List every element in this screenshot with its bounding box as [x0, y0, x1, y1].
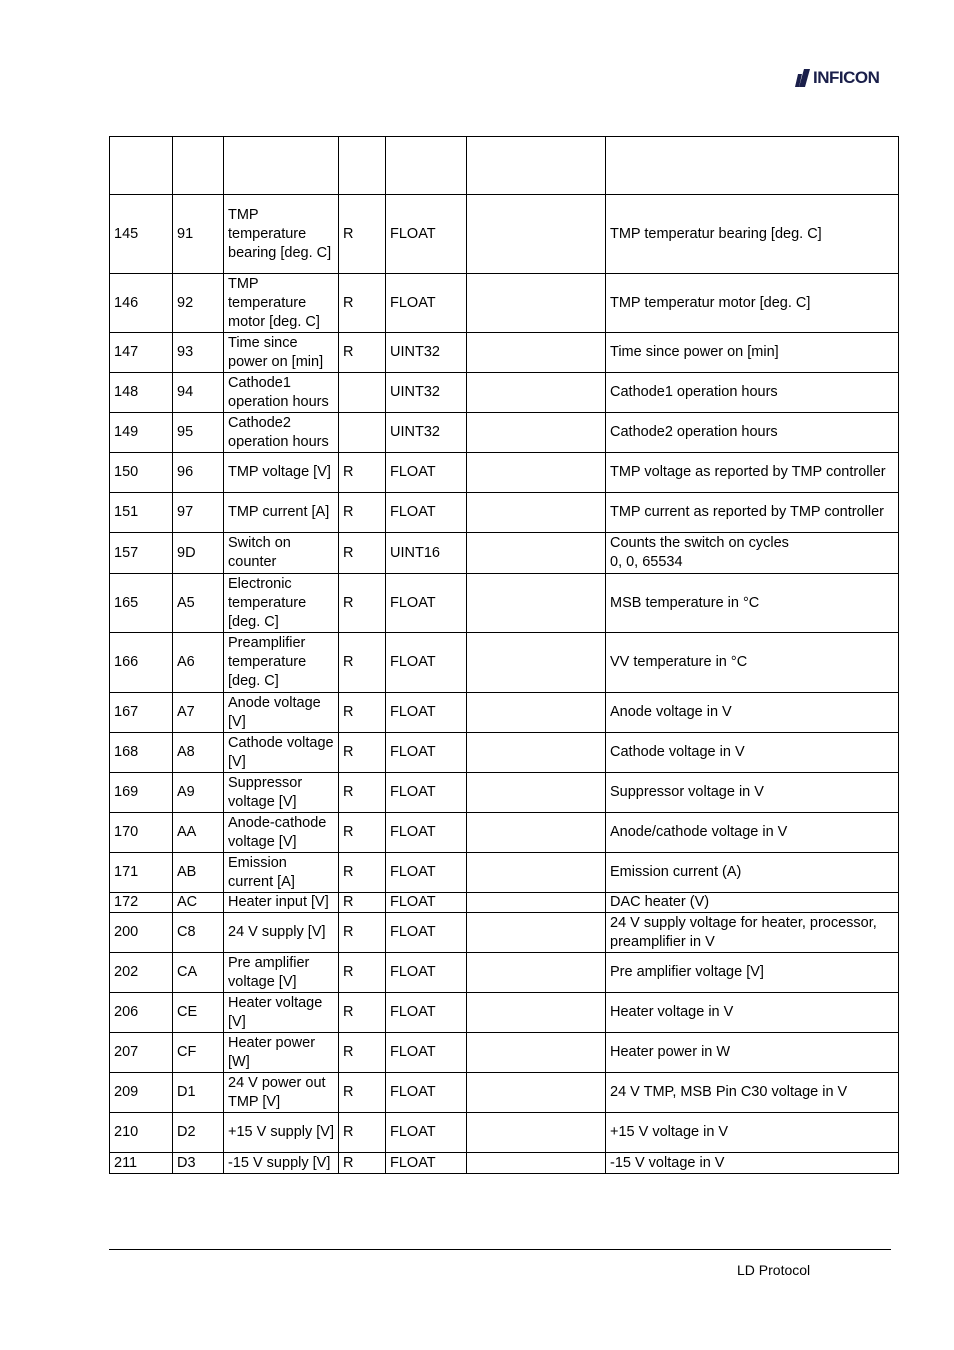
table-row [110, 633, 899, 693]
header-cell [110, 137, 173, 195]
register-hex-cell: AC [173, 893, 224, 913]
parameter-name-cell: +15 V supply [V] [224, 1113, 339, 1153]
table-row [110, 1033, 899, 1073]
parameter-name-cell: Cathode2 operation hours [224, 413, 339, 453]
register-decimal-cell: 170 [110, 813, 173, 853]
register-decimal-cell: 211 [110, 1153, 173, 1174]
register-decimal-cell: 145 [110, 195, 173, 274]
register-decimal-cell: 202 [110, 953, 173, 993]
parameter-name-cell: 24 V supply [V] [224, 913, 339, 953]
parameter-name-cell: Time since power on [min] [224, 333, 339, 373]
table-row [110, 373, 899, 413]
register-decimal-cell: 168 [110, 733, 173, 773]
data-type-cell: FLOAT [386, 693, 467, 733]
data-type-cell: UINT32 [386, 413, 467, 453]
register-decimal-cell: 171 [110, 853, 173, 893]
header-cell [339, 137, 386, 195]
description-cell: Time since power on [min] [606, 333, 899, 373]
description-cell: Suppressor voltage in V [606, 773, 899, 813]
access-cell: R [339, 1113, 386, 1153]
register-hex-cell: 94 [173, 373, 224, 413]
access-cell: R [339, 574, 386, 633]
range-cell [467, 1033, 606, 1073]
register-hex-cell: D2 [173, 1113, 224, 1153]
register-decimal-cell: 165 [110, 574, 173, 633]
access-cell: R [339, 853, 386, 893]
footer-document-title: LD Protocol [737, 1262, 811, 1278]
range-cell [467, 413, 606, 453]
table-row [110, 574, 899, 633]
register-decimal-cell: 157 [110, 533, 173, 574]
header-cell [386, 137, 467, 195]
data-type-cell: FLOAT [386, 893, 467, 913]
access-cell: R [339, 913, 386, 953]
description-cell: VV temperature in °C [606, 633, 899, 693]
range-cell [467, 733, 606, 773]
parameter-name-cell: Pre amplifier voltage [V] [224, 953, 339, 993]
description-cell: Anode voltage in V [606, 693, 899, 733]
data-type-cell: UINT16 [386, 533, 467, 574]
parameter-name-cell: TMP current [A] [224, 493, 339, 533]
table-row [110, 893, 899, 913]
register-decimal-cell: 172 [110, 893, 173, 913]
register-hex-cell: CF [173, 1033, 224, 1073]
range-cell [467, 274, 606, 333]
description-cell: MSB temperature in °C [606, 574, 899, 633]
description-cell: Counts the switch on cycles 0, 0, 65534 [606, 533, 899, 574]
footer-divider [109, 1249, 891, 1250]
range-cell [467, 333, 606, 373]
inficon-logo-mark-icon [795, 68, 811, 88]
description-cell: Emission current (A) [606, 853, 899, 893]
range-cell [467, 993, 606, 1033]
register-decimal-cell: 169 [110, 773, 173, 813]
data-type-cell: FLOAT [386, 453, 467, 493]
access-cell: R [339, 1033, 386, 1073]
description-cell: Cathode voltage in V [606, 733, 899, 773]
table-row [110, 953, 899, 993]
register-hex-cell: A8 [173, 733, 224, 773]
table-row [110, 453, 899, 493]
register-decimal-cell: 207 [110, 1033, 173, 1073]
register-decimal-cell: 206 [110, 993, 173, 1033]
data-type-cell: FLOAT [386, 993, 467, 1033]
parameter-name-cell: Heater input [V] [224, 893, 339, 913]
table-row [110, 993, 899, 1033]
access-cell: R [339, 993, 386, 1033]
data-type-cell: FLOAT [386, 733, 467, 773]
parameter-name-cell: Electronic temperature [deg. C] [224, 574, 339, 633]
inficon-logo [795, 66, 879, 90]
range-cell [467, 913, 606, 953]
access-cell: R [339, 274, 386, 333]
description-cell: -15 V voltage in V [606, 1153, 899, 1174]
data-type-cell: FLOAT [386, 274, 467, 333]
range-cell [467, 953, 606, 993]
data-type-cell: FLOAT [386, 633, 467, 693]
parameter-name-cell: Heater voltage [V] [224, 993, 339, 1033]
description-cell: Heater voltage in V [606, 993, 899, 1033]
access-cell [339, 373, 386, 413]
inficon-logo-text: INFICON [813, 68, 880, 87]
parameter-name-cell: TMP voltage [V] [224, 453, 339, 493]
header-cell [173, 137, 224, 195]
access-cell: R [339, 693, 386, 733]
description-cell: Heater power in W [606, 1033, 899, 1073]
register-decimal-cell: 150 [110, 453, 173, 493]
table-row [110, 853, 899, 893]
description-cell: 24 V TMP, MSB Pin C30 voltage in V [606, 1073, 899, 1113]
register-hex-cell: CE [173, 993, 224, 1033]
access-cell: R [339, 633, 386, 693]
table-header-row [110, 137, 899, 195]
register-decimal-cell: 200 [110, 913, 173, 953]
parameter-name-cell: Switch on counter [224, 533, 339, 574]
table-row [110, 733, 899, 773]
parameter-name-cell: Anode voltage [V] [224, 693, 339, 733]
access-cell: R [339, 733, 386, 773]
description-cell: Cathode1 operation hours [606, 373, 899, 413]
access-cell: R [339, 453, 386, 493]
data-type-cell: FLOAT [386, 574, 467, 633]
access-cell: R [339, 195, 386, 274]
access-cell: R [339, 813, 386, 853]
header-cell [467, 137, 606, 195]
register-hex-cell: 97 [173, 493, 224, 533]
register-hex-cell: D1 [173, 1073, 224, 1113]
data-type-cell: FLOAT [386, 1153, 467, 1174]
range-cell [467, 693, 606, 733]
register-hex-cell: D3 [173, 1153, 224, 1174]
data-type-cell: FLOAT [386, 853, 467, 893]
access-cell: R [339, 773, 386, 813]
range-cell [467, 633, 606, 693]
register-decimal-cell: 147 [110, 333, 173, 373]
table-row [110, 413, 899, 453]
parameter-name-cell: TMP temperature motor [deg. C] [224, 274, 339, 333]
description-cell: Anode/cathode voltage in V [606, 813, 899, 853]
register-decimal-cell: 151 [110, 493, 173, 533]
access-cell: R [339, 1153, 386, 1174]
range-cell [467, 853, 606, 893]
description-cell: TMP temperatur motor [deg. C] [606, 274, 899, 333]
header-cell [224, 137, 339, 195]
parameter-name-cell: 24 V power out TMP [V] [224, 1073, 339, 1113]
register-hex-cell: A6 [173, 633, 224, 693]
description-cell: Pre amplifier voltage [V] [606, 953, 899, 993]
access-cell [339, 413, 386, 453]
access-cell: R [339, 533, 386, 574]
access-cell: R [339, 493, 386, 533]
register-decimal-cell: 148 [110, 373, 173, 413]
register-hex-cell: A7 [173, 693, 224, 733]
description-cell: Cathode2 operation hours [606, 413, 899, 453]
data-type-cell: UINT32 [386, 373, 467, 413]
range-cell [467, 195, 606, 274]
table-row [110, 1153, 899, 1174]
description-cell: TMP voltage as reported by TMP controller [606, 453, 899, 493]
table-row [110, 813, 899, 853]
data-type-cell: FLOAT [386, 493, 467, 533]
range-cell [467, 1153, 606, 1174]
access-cell: R [339, 953, 386, 993]
parameter-name-cell: -15 V supply [V] [224, 1153, 339, 1174]
register-hex-cell: 96 [173, 453, 224, 493]
table-row [110, 693, 899, 733]
register-decimal-cell: 149 [110, 413, 173, 453]
register-hex-cell: 92 [173, 274, 224, 333]
parameter-name-cell: Emission current [A] [224, 853, 339, 893]
parameter-name-cell: Heater power [W] [224, 1033, 339, 1073]
data-type-cell: FLOAT [386, 913, 467, 953]
range-cell [467, 1113, 606, 1153]
data-type-cell: UINT32 [386, 333, 467, 373]
register-decimal-cell: 167 [110, 693, 173, 733]
parameter-name-cell: Cathode voltage [V] [224, 733, 339, 773]
register-hex-cell: 9D [173, 533, 224, 574]
parameter-name-cell: Cathode1 operation hours [224, 373, 339, 413]
range-cell [467, 533, 606, 574]
access-cell: R [339, 1073, 386, 1113]
table-row [110, 274, 899, 333]
parameter-name-cell: Anode-cathode voltage [V] [224, 813, 339, 853]
parameter-table [109, 136, 899, 1174]
register-hex-cell: CA [173, 953, 224, 993]
access-cell: R [339, 333, 386, 373]
register-decimal-cell: 146 [110, 274, 173, 333]
data-type-cell: FLOAT [386, 953, 467, 993]
table-row [110, 1113, 899, 1153]
register-hex-cell: C8 [173, 913, 224, 953]
data-type-cell: FLOAT [386, 1033, 467, 1073]
table-row [110, 1073, 899, 1113]
range-cell [467, 493, 606, 533]
parameter-name-cell: Suppressor voltage [V] [224, 773, 339, 813]
description-cell: TMP temperatur bearing [deg. C] [606, 195, 899, 274]
range-cell [467, 1073, 606, 1113]
register-decimal-cell: 209 [110, 1073, 173, 1113]
register-hex-cell: 91 [173, 195, 224, 274]
table-row [110, 493, 899, 533]
register-hex-cell: 95 [173, 413, 224, 453]
table-row [110, 533, 899, 574]
data-type-cell: FLOAT [386, 773, 467, 813]
range-cell [467, 574, 606, 633]
range-cell [467, 373, 606, 413]
range-cell [467, 813, 606, 853]
data-type-cell: FLOAT [386, 813, 467, 853]
parameter-name-cell: TMP temperature bearing [deg. C] [224, 195, 339, 274]
access-cell: R [339, 893, 386, 913]
description-cell: DAC heater (V) [606, 893, 899, 913]
range-cell [467, 773, 606, 813]
register-hex-cell: A5 [173, 574, 224, 633]
register-hex-cell: AB [173, 853, 224, 893]
register-hex-cell: A9 [173, 773, 224, 813]
table-row [110, 333, 899, 373]
description-cell: 24 V supply voltage for heater, processor, preamplifier in V [606, 913, 899, 953]
table-row [110, 195, 899, 274]
data-type-cell: FLOAT [386, 1113, 467, 1153]
table-row [110, 913, 899, 953]
range-cell [467, 893, 606, 913]
header-cell [606, 137, 899, 195]
table-row [110, 773, 899, 813]
register-decimal-cell: 166 [110, 633, 173, 693]
range-cell [467, 453, 606, 493]
description-cell: TMP current as reported by TMP controller [606, 493, 899, 533]
register-decimal-cell: 210 [110, 1113, 173, 1153]
description-cell: +15 V voltage in V [606, 1113, 899, 1153]
data-type-cell: FLOAT [386, 1073, 467, 1113]
register-hex-cell: AA [173, 813, 224, 853]
register-hex-cell: 93 [173, 333, 224, 373]
parameter-name-cell: Preamplifier temperature [deg. C] [224, 633, 339, 693]
data-type-cell: FLOAT [386, 195, 467, 274]
